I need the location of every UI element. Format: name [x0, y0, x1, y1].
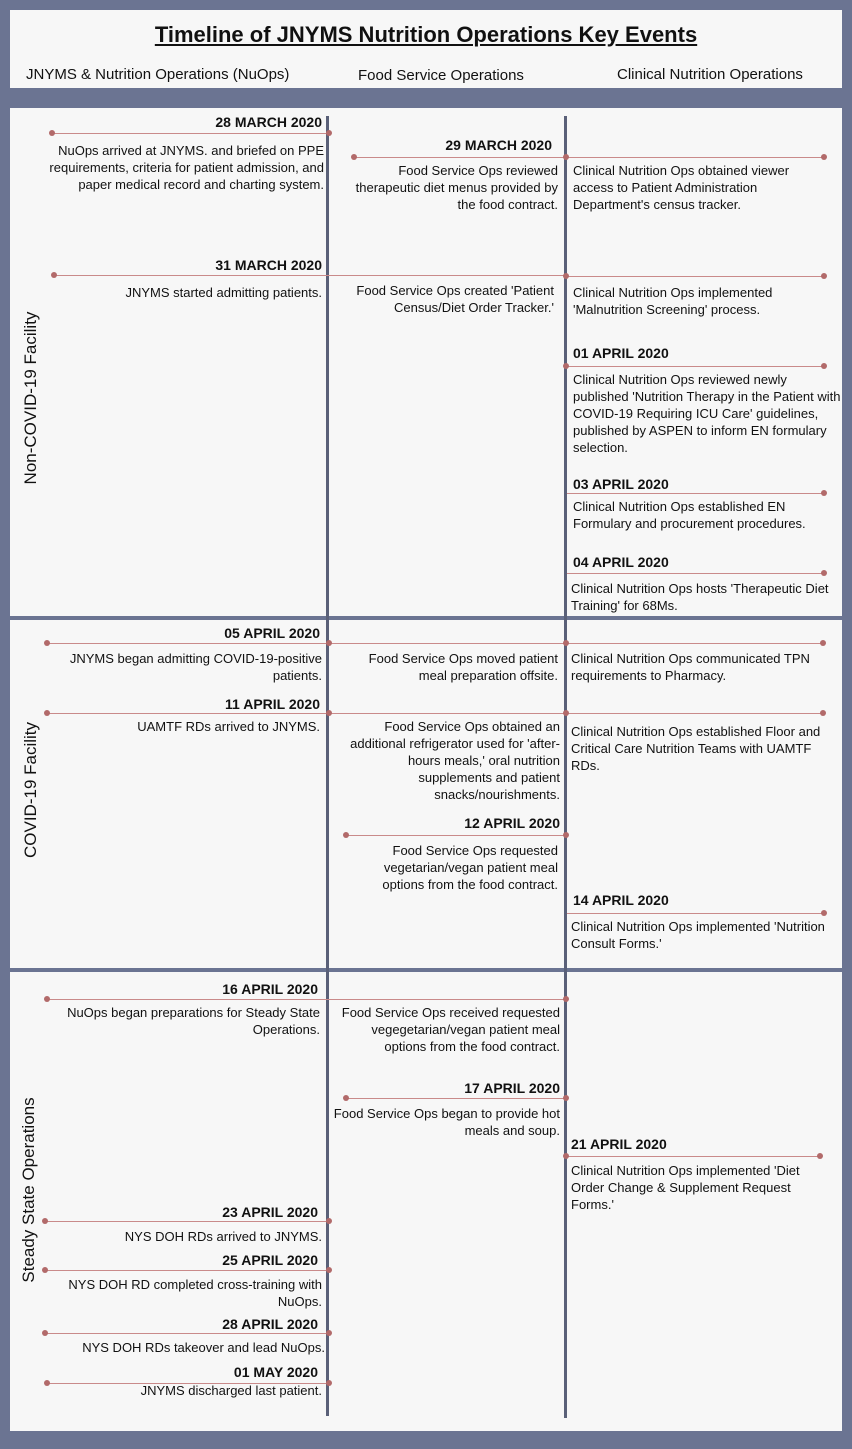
connector-line [45, 1221, 330, 1222]
event-date: 25 APRIL 2020 [222, 1252, 318, 1268]
timeline-dot [563, 640, 569, 646]
timeline-dot [821, 363, 827, 369]
event-text: Clinical Nutrition Ops communicated TPN requirements to Pharmacy. [571, 651, 810, 683]
timeline-dot [343, 1095, 349, 1101]
event-text: Clinical Nutrition Ops implemented 'Malnutrition Screening' process. [573, 285, 773, 317]
diagram-title: Timeline of JNYMS Nutrition Operations Key Events [154, 22, 698, 47]
timeline-dot [563, 996, 569, 1002]
event-text: Food Service Ops obtained an additional refrigerator used for 'after-hours meals,' oral nutrition supplements and patient snacks/nourishments. [350, 719, 560, 802]
event-date: 05 APRIL 2020 [224, 625, 320, 641]
event-date: 21 APRIL 2020 [571, 1136, 667, 1152]
event-text: NYS DOH RD completed cross-training with NuOps. [68, 1277, 322, 1309]
timeline-dot [44, 1380, 50, 1386]
event-text: Food Service Ops reviewed therapeutic diet menus provided by the food contract. [355, 163, 558, 212]
event-date: 28 APRIL 2020 [222, 1316, 318, 1332]
event-text: Clinical Nutrition Ops reviewed newly published 'Nutrition Therapy in the Patient with COVID-19 Requiring ICU Care' guidelines, published by ASPEN to inform EN formulary selection. [573, 372, 841, 455]
timeline-dot [343, 832, 349, 838]
event-text: NYS DOH RDs takeover and lead NuOps. [82, 1340, 325, 1355]
timeline-dot [326, 640, 332, 646]
connector-line [346, 1098, 567, 1099]
event-text: Food Service Ops moved patient meal preparation offsite. [368, 651, 558, 683]
connector-line [47, 999, 567, 1000]
connector-line [45, 1270, 330, 1271]
connector-line [567, 276, 825, 277]
connector-line [567, 913, 825, 914]
event-date: 11 APRIL 2020 [225, 696, 320, 712]
timeline-dot [820, 640, 826, 646]
column-header-food-service: Food Service Operations [358, 67, 524, 84]
timeline-dot [44, 710, 50, 716]
event-text: Clinical Nutrition Ops implemented 'Diet Order Change & Supplement Request Forms.' [571, 1163, 800, 1212]
event-date: 12 APRIL 2020 [464, 815, 560, 831]
timeline-dot [821, 910, 827, 916]
section-label-covid: COVID-19 Facility [21, 721, 40, 859]
timeline-dot [326, 1380, 332, 1386]
timeline-dot [563, 832, 569, 838]
connector-line [567, 157, 825, 158]
event-date: 01 MAY 2020 [233, 1364, 318, 1380]
timeline-dot [817, 1153, 823, 1159]
connector-line [45, 1333, 330, 1334]
connector-line [47, 643, 824, 644]
timeline-dot [42, 1218, 48, 1224]
connector-line [346, 835, 567, 836]
event-text: JNYMS started admitting patients. [125, 285, 322, 300]
timeline-dot [821, 570, 827, 576]
timeline-dot [326, 1267, 332, 1273]
timeline-dot [563, 710, 569, 716]
timeline-dot [563, 1153, 569, 1159]
timeline-dot [820, 710, 826, 716]
event-date: 28 MARCH 2020 [215, 114, 322, 130]
event-text: Clinical Nutrition Ops hosts 'Therapeutic Diet Training' for 68Ms. [571, 581, 829, 613]
event-text: Clinical Nutrition Ops implemented 'Nutrition Consult Forms.' [571, 919, 825, 951]
event-text: Clinical Nutrition Ops established Floor and Critical Care Nutrition Teams with UAMTF RDs. [571, 724, 821, 773]
timeline-dot [351, 154, 357, 160]
event-date: 17 APRIL 2020 [464, 1080, 560, 1096]
event-text: Food Service Ops began to provide hot meals and soup. [333, 1106, 560, 1138]
column-header-nuops: JNYMS & Nutrition Operations (NuOps) [26, 66, 290, 83]
timeline-dot [326, 130, 332, 136]
timeline-dot [821, 490, 827, 496]
timeline-dot [821, 273, 827, 279]
event-date: 16 APRIL 2020 [222, 981, 318, 997]
event-date: 29 MARCH 2020 [445, 137, 552, 153]
timeline-dot [563, 363, 569, 369]
timeline-dot [44, 996, 50, 1002]
connector-line [567, 1156, 820, 1157]
timeline-dot [563, 273, 569, 279]
event-date: 01 APRIL 2020 [573, 345, 669, 361]
timeline-dot [563, 154, 569, 160]
connector-line [52, 133, 330, 134]
event-text: Food Service Ops created 'Patient Census/Diet Order Tracker.' [356, 283, 554, 315]
column-header-clinical: Clinical Nutrition Operations [617, 66, 803, 83]
timeline-dot [821, 154, 827, 160]
event-date: 31 MARCH 2020 [215, 257, 322, 273]
event-text: Food Service Ops received requested vegegetarian/vegan patient meal options from the food contract. [341, 1005, 560, 1054]
event-date: 04 APRIL 2020 [573, 554, 669, 570]
event-date: 14 APRIL 2020 [573, 892, 669, 908]
event-text: NYS DOH RDs arrived to JNYMS. [124, 1229, 322, 1244]
timeline-dot [326, 1330, 332, 1336]
event-date: 03 APRIL 2020 [573, 476, 669, 492]
section-label-steady-state: Steady State Operations [19, 1097, 38, 1283]
event-text: Clinical Nutrition Ops established EN Formulary and procurement procedures. [573, 499, 806, 531]
connector-line [354, 157, 567, 158]
event-text: Food Service Ops requested vegetarian/vegan patient meal options from the food contract. [382, 843, 558, 892]
event-text: JNYMS discharged last patient. [140, 1383, 322, 1398]
timeline-axis-right [564, 116, 567, 1418]
timeline-dot [326, 1218, 332, 1224]
connector-line [567, 573, 825, 574]
timeline-dot [51, 272, 57, 278]
connector-line [54, 275, 567, 276]
timeline-dot [49, 130, 55, 136]
timeline-dot [44, 640, 50, 646]
timeline-dot [42, 1330, 48, 1336]
timeline-dot [563, 1095, 569, 1101]
event-text: UAMTF RDs arrived to JNYMS. [137, 719, 320, 734]
event-text: NuOps arrived at JNYMS. and briefed on PPE requirements, criteria for patient admission, and paper medical record and charting system. [49, 143, 324, 192]
connector-line [47, 713, 824, 714]
event-date: 23 APRIL 2020 [222, 1204, 318, 1220]
timeline-dot [42, 1267, 48, 1273]
connector-line [567, 366, 825, 367]
timeline-dot [326, 710, 332, 716]
event-text: NuOps began preparations for Steady State Operations. [67, 1005, 320, 1037]
connector-line [567, 493, 825, 494]
event-text: Clinical Nutrition Ops obtained viewer access to Patient Administration Department's census tracker. [573, 163, 790, 212]
event-text: JNYMS began admitting COVID-19-positive patients. [69, 651, 322, 683]
section-label-non-covid: Non-COVID-19 Facility [21, 311, 40, 485]
